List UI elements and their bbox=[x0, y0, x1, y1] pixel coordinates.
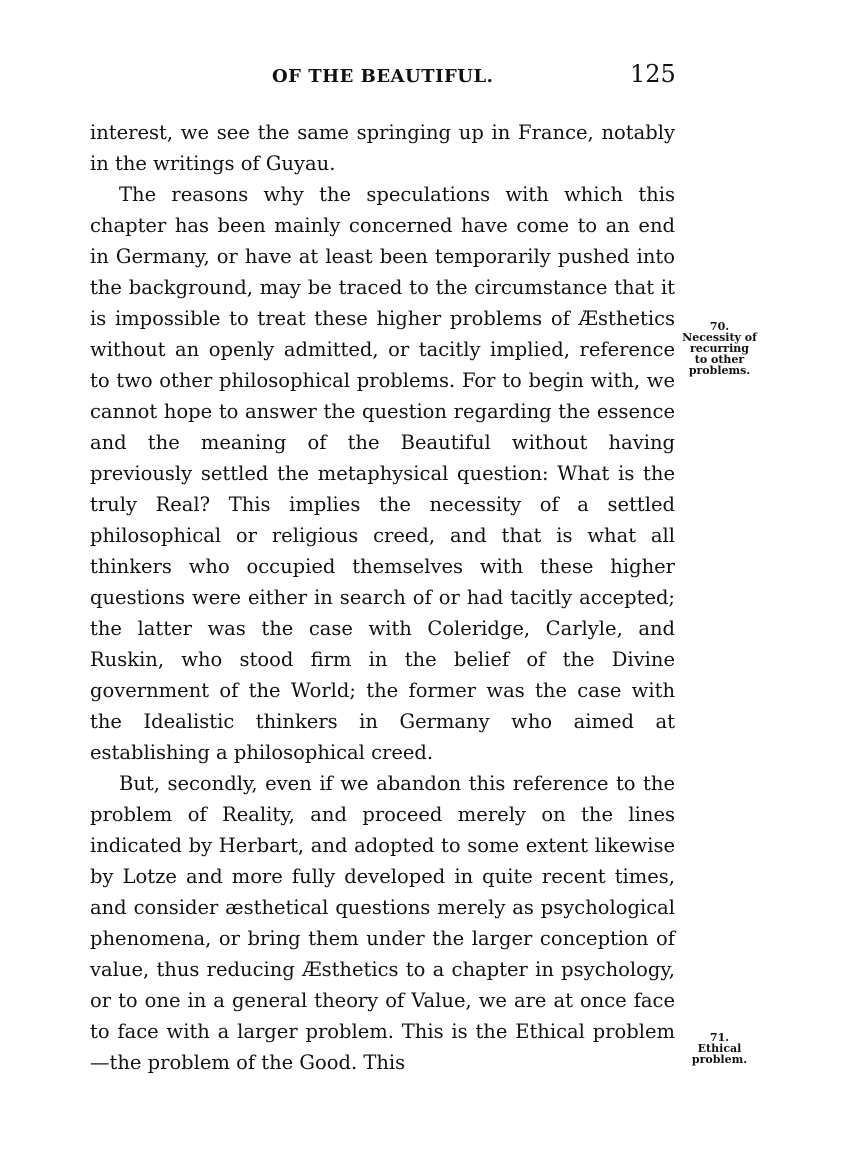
margin-note-text: Ethical problem. bbox=[691, 1042, 748, 1066]
paragraph-continuation: interest, we see the same springing up in France, notably in the writings of Guyau. bbox=[90, 121, 675, 175]
margin-note-number: 71. bbox=[709, 1031, 730, 1044]
running-header-title: OF THE BEAUTIFUL. bbox=[272, 66, 494, 87]
margin-note-71 bbox=[682, 1032, 757, 1065]
paragraph-secondly: But, secondly, even if we abandon this reference to the problem of Reality, and proceed merely on the lines indicated by Herbart, and adopted to some extent likewise by Lotze and more fully developed in quite recent times, and consider æsthetical questions merely as psychological phenomena, or bring them under the larger conception of value, thus reducing Æsthetics to a chapter in psychology, or to one in a general theory of Value, we are at once face to face with a larger problem. This is the Ethical problem—the problem of the Good. This bbox=[90, 772, 675, 1074]
paragraph-reasons: The reasons why the speculations with which this chapter has been mainly concerned have come to an end in Germany, or have at least been temporarily pushed into the background, may be traced to the circumstance that it is impossible to treat these higher problems of Æsthetics without an openly admitted, or tacitly implied, reference to two other philosophical problems. For to begin with, we cannot hope to answer the question regarding the essence and the meaning of the Beautiful without having previously settled the metaphysical question: What is the truly Real? This implies the necessity of a settled philosophical or religious creed, and that is what all thinkers who occupied themselves with these higher questions were either in search of or had tacitly accepted; the latter was the case with Coleridge, Carlyle, and Ruskin, who stood firm in the belief of the Divine government of the World; the former was the case with the Idealistic thinkers in Germany who aimed at establishing a philosophical creed. bbox=[90, 183, 675, 764]
margin-note-70 bbox=[682, 321, 757, 376]
body-text bbox=[90, 117, 675, 1078]
margin-note-text: Necessity of recurring to other problems. bbox=[682, 331, 757, 377]
margin-note-number: 70. bbox=[709, 320, 730, 333]
page-number: 125 bbox=[630, 60, 676, 88]
